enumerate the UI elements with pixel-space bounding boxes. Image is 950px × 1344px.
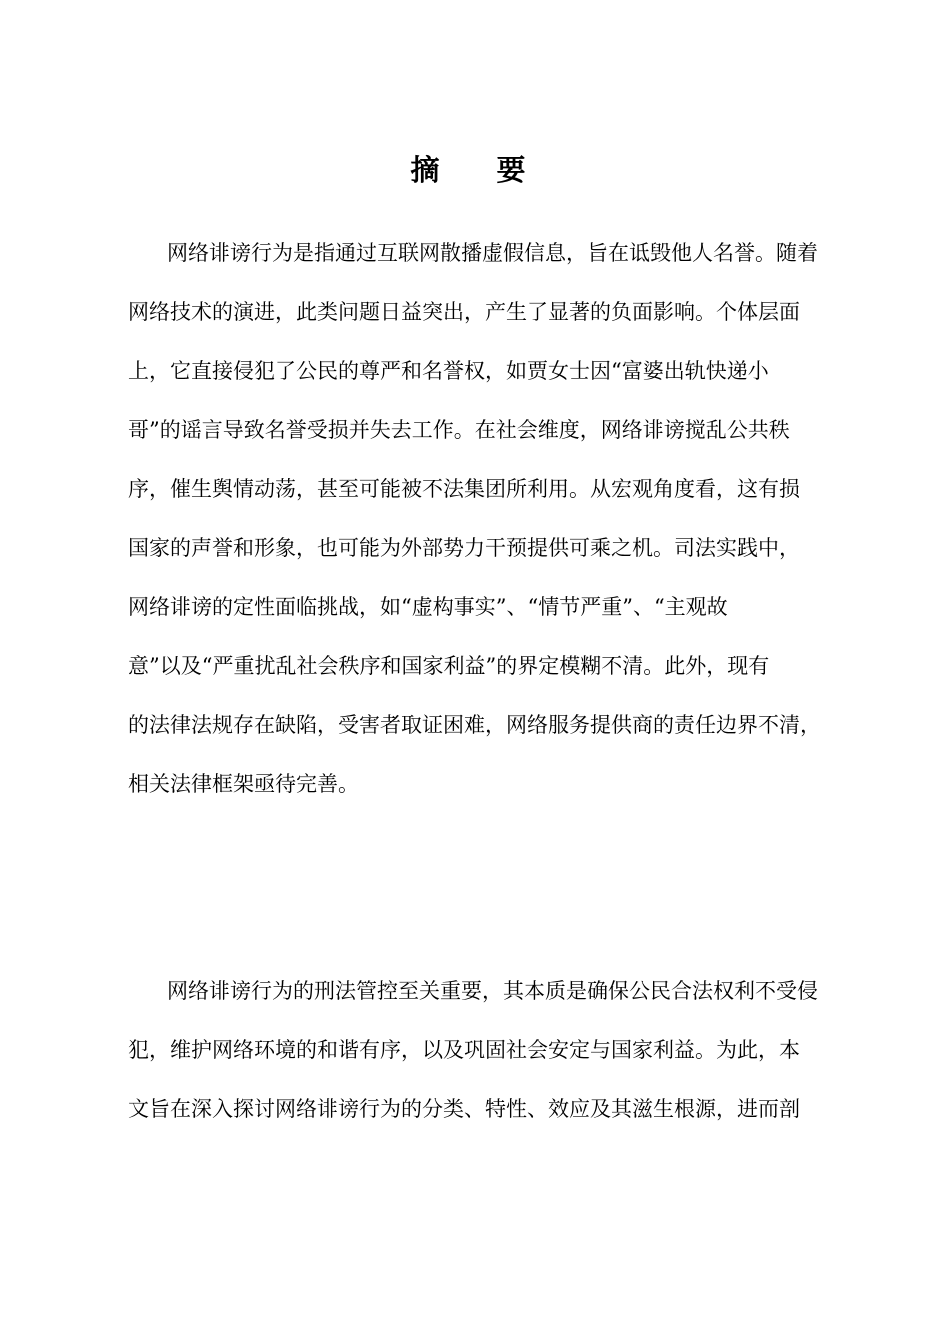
paragraph-line: 网络诽谤行为是指通过互联网散播虚假信息，旨在诋毁他人名誉。随着: [167, 241, 818, 265]
page-title: 摘 要: [410, 153, 540, 187]
paragraph-1: [128, 224, 868, 814]
paragraph-line: 网络诽谤的定性面临挑战，如“虚构事实”、“情节严重”、“主观故: [128, 595, 728, 619]
paragraph-line: 网络诽谤行为的刑法管控至关重要，其本质是确保公民合法权利不受侵: [167, 979, 818, 1003]
paragraph-line: 的法律法规存在缺陷，受害者取证困难，网络服务提供商的责任边界不清，: [128, 713, 821, 737]
paragraph-line: 上，它直接侵犯了公民的尊严和名誉权，如贾女士因“富婆出轨快递小: [128, 359, 769, 383]
paragraph-line: 犯，维护网络环境的和谐有序，以及巩固社会安定与国家利益。为此，本: [128, 1038, 800, 1062]
paragraph-line: 网络技术的演进，此类问题日益突出，产生了显著的负面影响。个体层面: [128, 300, 800, 324]
paragraph-2: [128, 962, 868, 1139]
paragraph-line: 相关法律框架亟待完善。: [128, 772, 359, 796]
paragraph-line: 国家的声誉和形象，也可能为外部势力干预提供可乘之机。司法实践中，: [128, 536, 800, 560]
paragraph-line: 文旨在深入探讨网络诽谤行为的分类、特性、效应及其滋生根源，进而剖: [128, 1097, 800, 1121]
paragraph-line: 序，催生舆情动荡，甚至可能被不法集团所利用。从宏观角度看，这有损: [128, 477, 800, 501]
paragraph-line: 意”以及“严重扰乱社会秩序和国家利益”的界定模糊不清。此外，现有: [128, 654, 770, 678]
paragraph-line: 哥”的谣言导致名誉受损并失去工作。在社会维度，网络诽谤搅乱公共秩: [128, 418, 790, 442]
